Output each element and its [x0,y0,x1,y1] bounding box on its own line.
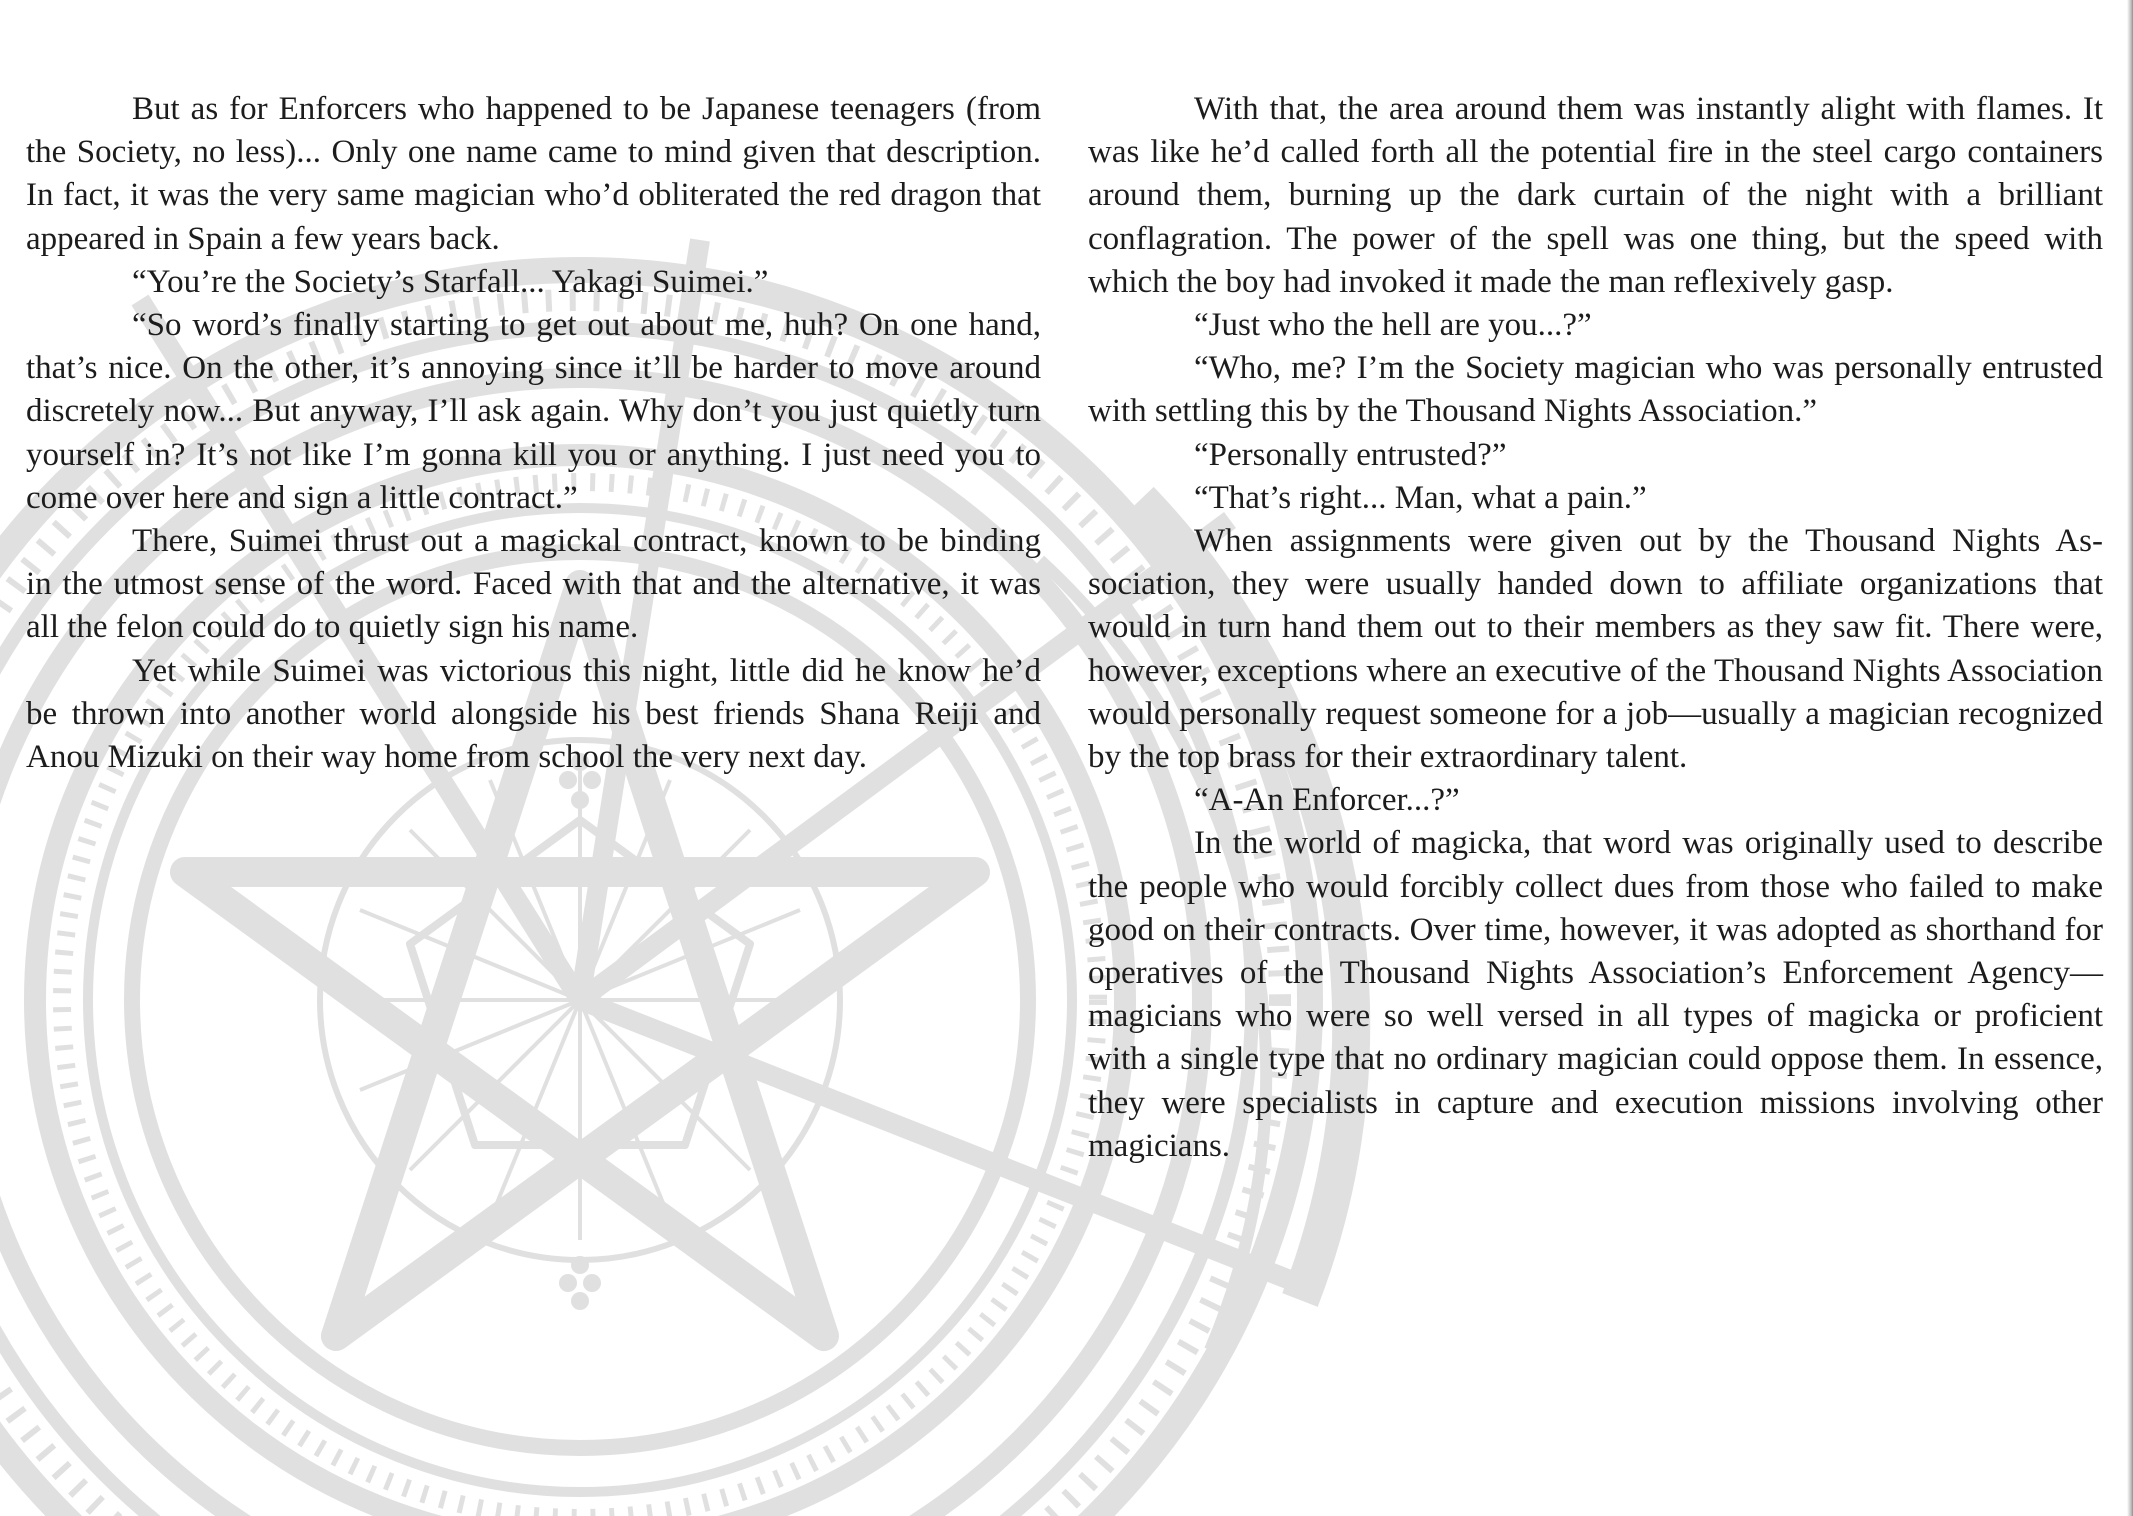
left-page-text [26,88,1041,779]
right-paragraph-6: When assignments were given out by the Thousand Nights Association, they were usually handed down to affiliate organizations that would in turn hand them out to their members as they saw fit. There were, however, exceptions where an executive of the Thousand Nights Association would personally request someone for a job—usually a magician recognized by the top brass for their extraordinary talent. [1088,523,2103,776]
right-page-text [1088,88,2103,1168]
right-paragraph-8: In the world of magicka, that word was originally used to describe the people who would forcibly collect dues from those who failed to make good on their contracts. Over time, however, it was adopted as shorthand for operatives of the Thousand Nights Association’s Enforcement Agency—magicians who were so well versed in all types of magicka or proficient with a single type that no ordinary magician could oppose them. In essence, they were specialists in capture and execution missions involving other magicians. [1088,825,2103,1164]
right-paragraph-5: “That’s right... Man, what a pain.” [1194,479,1647,516]
right-paragraph-3: “Who, me? I’m the Society magician who was personally entrusted with settling this by the Thousand Nights Association.” [1088,350,2103,430]
left-paragraph-4: There, Suimei thrust out a magickal contract, known to be binding in the utmost sense of the word. Faced with that and the alternative, it was all the felon could do to quietly sign his name. [26,523,1041,646]
right-paragraph-2: “Just who the hell are you...?” [1194,307,1592,344]
left-paragraph-1: But as for Enforcers who happened to be Japanese teenagers (from the Society, no less)... Only one name came to mind given that description. In fact, it was the very same magician who’d obliterated the red dragon that appeared in Spain a few years back. [26,91,1041,257]
right-paragraph-7: “A-An Enforcer...?” [1194,782,1460,819]
right-paragraph-4: “Personally entrusted?” [1194,436,1507,473]
right-paragraph-1: With that, the area around them was instantly alight with flames. It was like he’d called forth all the potential fire in the steel cargo containers around them, burning up the dark curtain of the night with a brilliant conflagration. The power of the spell was one thing, but the speed with which the boy had invoked it made the man reflexively gasp. [1088,91,2103,300]
left-paragraph-3: “So word’s finally starting to get out about me, huh? On one hand, that’s nice. On the other, it’s annoying since it’ll be harder to move around discretely now... But anyway, I’ll ask again. Why don’t you just quietly turn yourself in? It’s not like I’m gonna kill you or anything. I just need you to come over here and sign a little contract.” [26,307,1041,516]
left-paragraph-5: Yet while Suimei was victorious this night, little did he know he’d be thrown into another world alongside his best friends Shana Reiji and Anou Mizuki on their way home from school the very next day. [26,652,1041,776]
page-edge-shadow [2127,0,2133,1516]
left-paragraph-2: “You’re the Society’s Starfall... Yakagi Suimei.” [132,263,769,300]
